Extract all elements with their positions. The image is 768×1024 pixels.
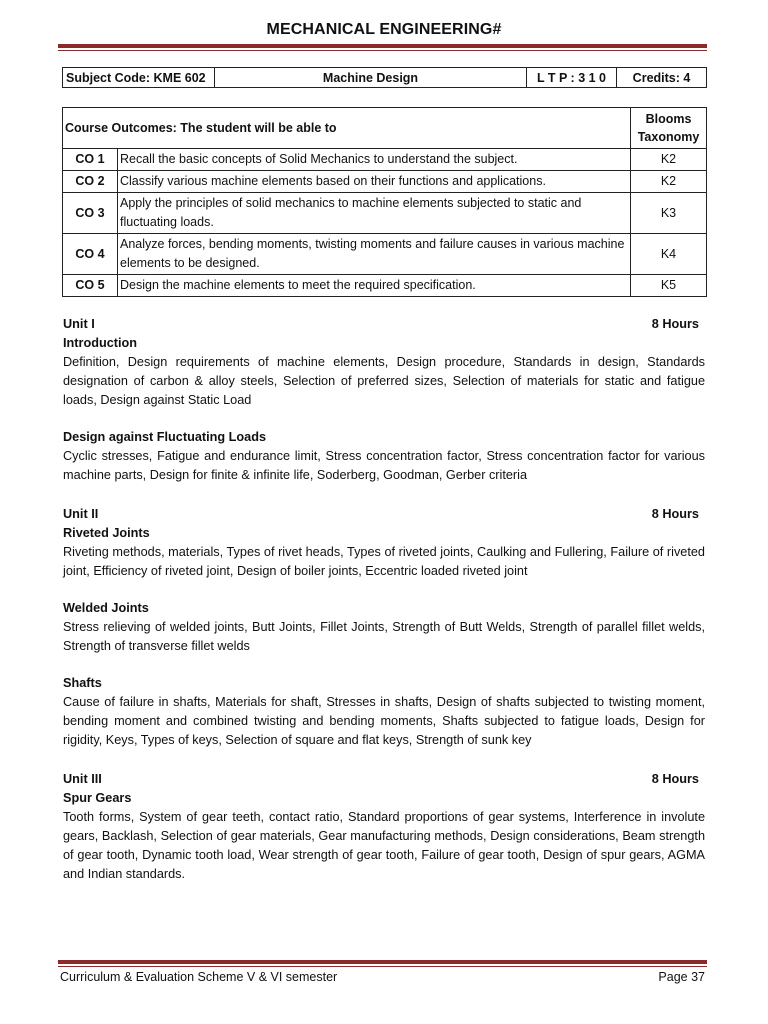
subject-ltp: L T P : 3 1 0: [527, 68, 617, 88]
unit-2-label: Unit II: [63, 507, 99, 521]
topic-title: Shafts: [63, 676, 102, 690]
unit-1-hours: 8 Hours: [651, 317, 699, 331]
page-title: MECHANICAL ENGINEERING#: [266, 21, 502, 38]
course-outcomes-table: [62, 107, 707, 297]
co-text: Design the machine elements to meet the required specification.: [118, 275, 631, 297]
co-text: Classify various machine elements based on their functions and applications.: [118, 171, 631, 193]
co-text: Recall the basic concepts of Solid Mechanics to understand the subject.: [118, 149, 631, 171]
table-row: [63, 149, 707, 171]
co-level: K4: [631, 234, 707, 275]
topic-text: Stress relieving of welded joints, Butt Joints, Fillet Joints, Strength of Butt Welds, Strength of parallel fillet welds, Strength of transverse fillet welds: [63, 620, 705, 653]
unit-2-section: [63, 505, 705, 750]
topic-title: Riveted Joints: [63, 526, 150, 540]
blooms-header-line2: Taxonomy: [637, 130, 700, 144]
unit-3-header: [63, 770, 705, 789]
topic-title: Design against Fluctuating Loads: [63, 430, 267, 444]
footer-title: Curriculum & Evaluation Scheme V & VI semester: [60, 970, 338, 984]
header-rule: [58, 44, 707, 48]
topic-title: Introduction: [63, 336, 137, 350]
table-row: [63, 171, 707, 193]
topic-text: Cause of failure in shafts, Materials for shaft, Stresses in shafts, Design of shafts subjected to twisting moment, bending moment and combined twisting and bending moments, Shafts subjected to fatigue loads, Design for rigidity, Keys, Types of keys, Selection of square and flat keys, Strength of sunk key: [63, 695, 705, 747]
co-level: K5: [631, 275, 707, 297]
topic-title: Spur Gears: [63, 791, 132, 805]
blooms-header: [631, 108, 707, 149]
subject-credits: Credits: 4: [617, 68, 707, 88]
topic-text: Tooth forms, System of gear teeth, contact ratio, Standard proportions of gear systems, Interference in involute gears, Backlash, Selection of gear materials, Gear manufacturing methods, Design considerations, Beam strength of gear tooth, Dynamic tooth load, Wear strength of gear tooth, Failure of gear tooth, Design of spur gears, AGMA and Indian standards.: [63, 810, 705, 881]
header-rule-thin: [58, 50, 707, 51]
topic-text: Cyclic stresses, Fatigue and endurance limit, Stress concentration factor, Stress concentration factor for various machine parts, Design for finite & infinite life, Soderberg, Goodman, Gerber criteria: [63, 449, 705, 482]
topic-text: Definition, Design requirements of machine elements, Design procedure, Standards in design, Standards designation of carbon & alloy steels, Selection of preferred sizes, Selection of materials for static and fatigue loads, Design against Static Load: [63, 355, 705, 407]
table-row: [63, 193, 707, 234]
unit-3-hours: 8 Hours: [651, 772, 699, 786]
co-text: Analyze forces, bending moments, twisting moments and failure causes in various machine elements to be designed.: [118, 234, 631, 275]
co-id: CO 4: [63, 234, 118, 275]
outcomes-heading: Course Outcomes: The student will be able to: [63, 108, 631, 149]
blooms-header-line1: Blooms: [645, 112, 692, 126]
co-level: K3: [631, 193, 707, 234]
unit-1-header: [63, 315, 705, 334]
footer-rule-thin: [58, 966, 707, 967]
table-row: [63, 234, 707, 275]
topic-text: Riveting methods, materials, Types of rivet heads, Types of riveted joints, Caulking and Fullering, Failure of riveted joint, Efficiency of riveted joint, Design of boiler joints, Eccentric loaded riveted joint: [63, 545, 705, 578]
subject-name: Machine Design: [215, 68, 527, 88]
table-row: [63, 275, 707, 297]
topic-title: Welded Joints: [63, 601, 149, 615]
subject-table: [62, 67, 707, 88]
unit-1-label: Unit I: [63, 317, 95, 331]
unit-3-section: [63, 770, 705, 884]
subject-code: Subject Code: KME 602: [63, 68, 215, 88]
page-number: Page 37: [658, 970, 705, 984]
co-id: CO 3: [63, 193, 118, 234]
co-id: CO 2: [63, 171, 118, 193]
co-id: CO 1: [63, 149, 118, 171]
footer-rule: [58, 960, 707, 964]
co-level: K2: [631, 149, 707, 171]
co-id: CO 5: [63, 275, 118, 297]
unit-2-header: [63, 505, 705, 524]
table-header-row: [63, 108, 707, 149]
co-level: K2: [631, 171, 707, 193]
unit-1-section: [63, 315, 705, 485]
unit-3-label: Unit III: [63, 772, 102, 786]
unit-2-hours: 8 Hours: [651, 507, 699, 521]
co-text: Apply the principles of solid mechanics to machine elements subjected to static and fluctuating loads.: [118, 193, 631, 234]
